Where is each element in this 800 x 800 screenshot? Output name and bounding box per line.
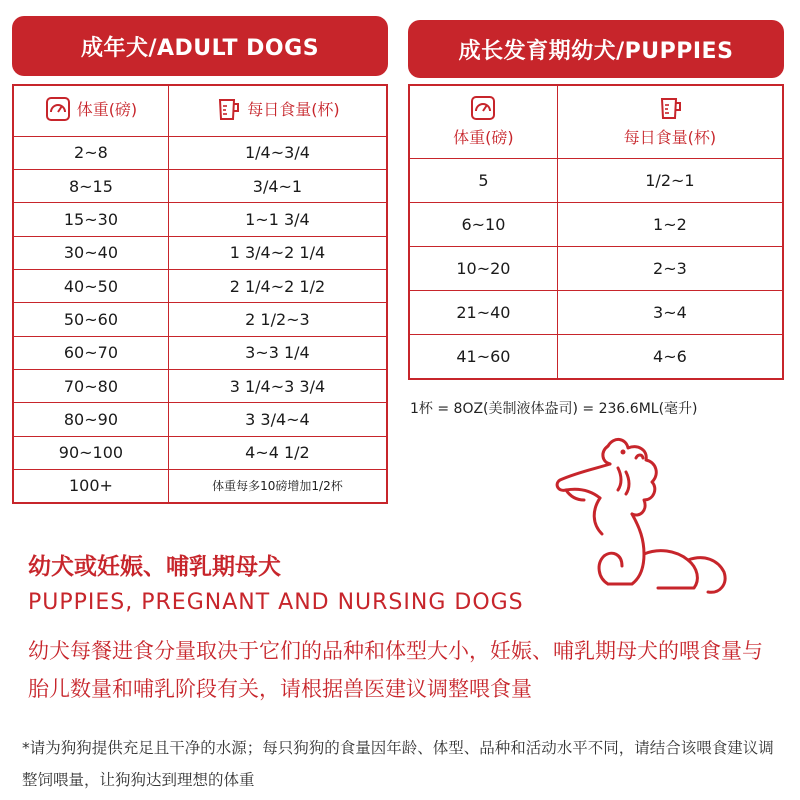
weight-cell: 60~70 [14, 336, 168, 369]
adult-col-food-header [168, 86, 386, 136]
puppies-col-weight-header [410, 86, 557, 158]
water-footnote: *请为狗狗提供充足且干净的水源；每只狗狗的食量因年龄、体型、品种和活动水平不同，请结合该喂食建议调整饲喂量，让狗狗达到理想的体重 [22, 739, 774, 789]
food-cell: 2~3 [557, 246, 782, 290]
food-cell: 4~6 [653, 347, 687, 367]
weight-cell: 80~90 [14, 403, 168, 436]
adult-col-weight-header [14, 86, 168, 136]
weight-cell: 15~30 [14, 203, 168, 236]
weight-cell: 90~100 [14, 436, 168, 469]
table-row [14, 203, 386, 236]
table-row [410, 291, 782, 335]
food-cell: 3/4~1 [168, 169, 386, 202]
weight-cell: 21~40 [410, 291, 557, 335]
weight-cell: 40~50 [14, 269, 168, 302]
food-cell: 体重每多10磅增加1/2杯 [212, 479, 343, 494]
table-row [14, 403, 386, 436]
puppies-col-food-label: 每日食量(杯) [623, 128, 717, 148]
measuring-cup-icon [657, 95, 683, 121]
weight-cell: 6~10 [410, 202, 557, 246]
table-row [14, 136, 386, 169]
table-row [14, 336, 386, 369]
weight-cell: 8~15 [14, 169, 168, 202]
weight-cell: 10~20 [410, 246, 557, 290]
weight-cell: 41~60 [410, 335, 557, 378]
measuring-cup-icon [215, 96, 241, 122]
adult-banner-title: 成年犬/ADULT DOGS [80, 35, 320, 61]
weight-cell: 30~40 [14, 236, 168, 269]
table-row [14, 303, 386, 336]
puppies-banner [408, 20, 784, 78]
table-row [14, 436, 386, 469]
cup-conversion-note: 1杯 = 8OZ(美制液体盎司) = 236.6ML(毫升) [410, 401, 698, 417]
food-cell: 3 3/4~4 [168, 403, 386, 436]
adult-table-panel [12, 84, 388, 504]
adult-col-weight-label: 体重(磅) [76, 100, 138, 120]
table-row [410, 202, 782, 246]
table-row [14, 169, 386, 202]
puppies-table-header [410, 86, 782, 158]
weight-cell: 50~60 [14, 303, 168, 336]
table-row [14, 236, 386, 269]
puppies-col-food-header [557, 86, 782, 158]
table-row [14, 369, 386, 402]
food-cell: 3~4 [557, 291, 782, 335]
weight-cell: 2~8 [14, 136, 168, 169]
puppies-feeding-table [410, 86, 782, 378]
puppies-table-panel [408, 84, 784, 380]
special-dogs-subtitle: PUPPIES, PREGNANT AND NURSING DOGS [28, 590, 524, 615]
food-cell: 3 1/4~3 3/4 [168, 369, 386, 402]
adult-banner [12, 16, 388, 76]
weight-cell: 5 [410, 158, 557, 202]
table-row [410, 335, 782, 378]
food-cell: 2 1/4~2 1/2 [168, 269, 386, 302]
special-dogs-description: 幼犬每餐进食分量取决于它们的品种和体型大小，妊娠、哺乳期母犬的喂食量与胎儿数量和哺乳阶段有关，请根据兽医建议调整喂食量 [28, 639, 763, 701]
dog-illustration [548, 428, 758, 608]
food-cell: 1 3/4~2 1/4 [168, 236, 386, 269]
food-cell: 1~1 3/4 [168, 203, 386, 236]
weight-cell: 100+ [14, 469, 168, 502]
special-dogs-title: 幼犬或妊娠、哺乳期母犬 [28, 554, 281, 580]
table-row [410, 158, 782, 202]
puppies-banner-title: 成长发育期幼犬/PUPPIES [458, 38, 734, 64]
adult-table-header [14, 86, 386, 136]
puppies-col-weight-label: 体重(磅) [453, 128, 514, 148]
table-row [410, 246, 782, 290]
table-row [14, 269, 386, 302]
food-cell: 1/4~3/4 [168, 136, 386, 169]
food-cell: 4~4 1/2 [168, 436, 386, 469]
adult-col-food-label: 每日食量(杯) [247, 100, 340, 120]
food-cell: 1~2 [557, 202, 782, 246]
scale-icon [470, 95, 496, 121]
weight-cell: 70~80 [14, 369, 168, 402]
food-cell: 1/2~1 [557, 158, 782, 202]
food-cell: 3~3 1/4 [168, 336, 386, 369]
table-row [14, 469, 386, 502]
food-cell: 2 1/2~3 [168, 303, 386, 336]
scale-icon [45, 96, 71, 122]
adult-feeding-table [14, 86, 386, 502]
